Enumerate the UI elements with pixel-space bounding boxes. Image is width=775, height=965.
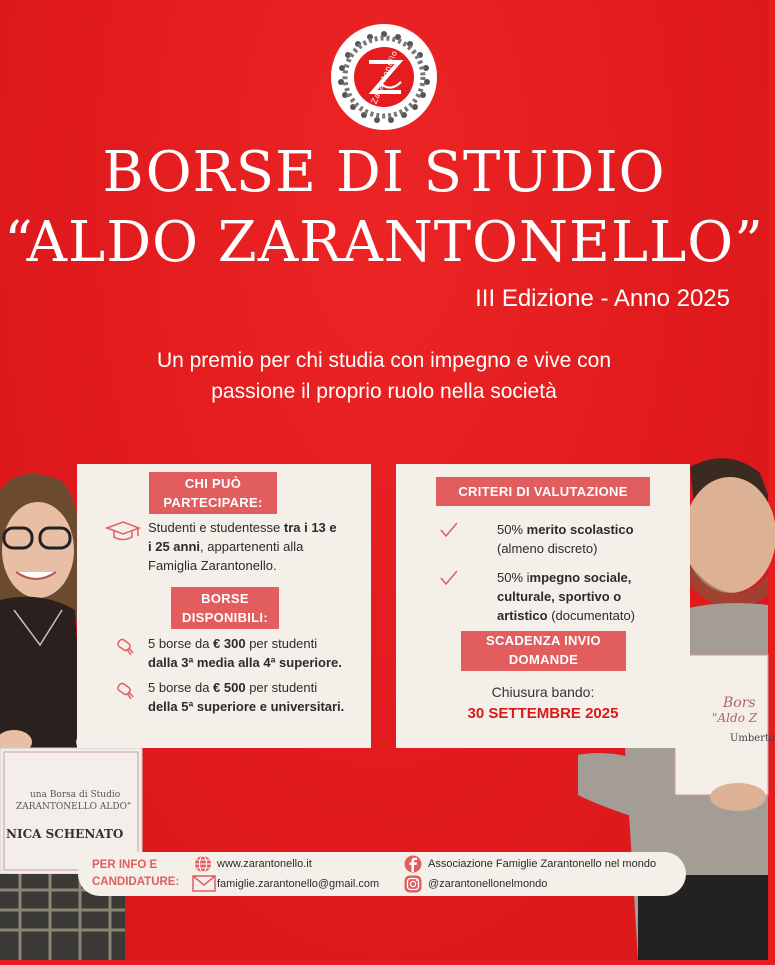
criterion-merit: 50% merito scolastico (almeno discreto) [497,522,634,556]
email-link[interactable]: famiglie.zarantonello@gmail.com [217,878,380,890]
edition-label: III Edizione - Anno 2025 [475,285,730,312]
eligibility-tag-line1: CHI PUÒ [184,476,242,491]
grants-tag-line2: DISPONIBILI: [182,610,268,625]
deadline-tag-line2: DOMANDE [508,652,579,667]
globe-icon [194,855,212,873]
certificate-left-line2: ZARANTONELLO ALDO" [16,802,132,812]
grant-item-2: 5 borse da € 500 per studenti della 5ª superiore e universitari. [148,680,345,714]
criterion-social-commitment: 50% impegno sociale, culturale, sportivo o artistico (documentato) [497,570,636,623]
grants-tag [171,587,279,629]
tagline-line-2: passione il proprio ruolo nella società [211,380,557,403]
association-logo [331,24,437,130]
facebook-icon [404,855,422,873]
facebook-link[interactable]: Associazione Famiglie Zarantonello nel mondo [428,858,657,870]
certificate-right-name: Umberto [730,733,775,744]
tagline-line-1: Un premio per chi studia con impegno e vive con [156,349,612,372]
eligibility-tag-line2: PARTECIPARE: [163,495,263,510]
email-icon [192,875,216,892]
logo-label: Zarantonello [369,48,399,106]
diploma-icon [115,680,135,700]
title-line-1: BORSE DI STUDIO [102,140,666,205]
eligibility-text: Studenti e studentesse tra i 13 e i 25 anni, appartenenti alla Famiglia Zarantonello. [148,520,337,573]
instagram-icon [404,875,422,893]
deadline-tag-line1: SCADENZA INVIO [486,633,601,648]
certificate-right-line1: Bors [723,695,756,711]
check-icon [440,522,458,538]
website-link[interactable]: www.zarantonello.it [217,858,312,870]
grants-tag-line1: BORSE [201,591,249,606]
contact-bar [78,852,686,896]
criteria-card [396,464,690,748]
eligibility-card [77,464,371,748]
certificate-right-line2: "Aldo Z [712,711,758,725]
contact-label [92,857,179,891]
instagram-link[interactable]: @zarantonellonelmondo [428,878,548,890]
check-icon [440,570,458,586]
graduation-cap-icon [105,520,141,542]
title-line-2: “ALDO ZARANTONELLO” [4,210,764,275]
eligibility-tag [149,472,277,514]
deadline-date: 30 SETTEMBRE 2025 [467,705,619,722]
diploma-icon [115,636,135,656]
certificate-left-line1: una Borsa di Studio [30,790,121,800]
criteria-tag: CRITERI DI VALUTAZIONE [436,477,650,506]
deadline-tag [461,631,626,671]
contact-label-line2: CANDIDATURE: [92,876,180,888]
grant-item-1: 5 borse da € 300 per studenti dalla 3ª media alla 4ª superiore. [148,636,342,670]
contact-label-line1: PER INFO E [92,859,158,871]
tagline [0,345,768,407]
certificate-left-name: NICA SCHENATO [6,827,124,841]
deadline-label: Chiusura bando: [491,684,595,700]
